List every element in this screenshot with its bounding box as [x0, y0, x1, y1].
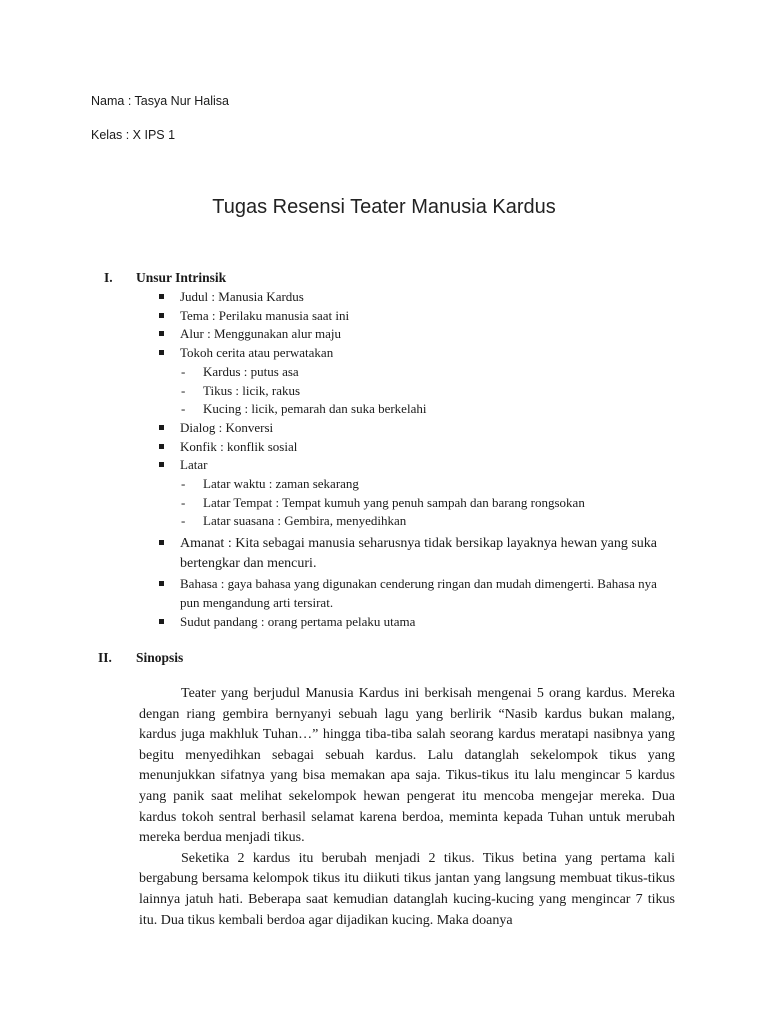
- list-item-tema: [158, 307, 678, 326]
- bullet-icon: [159, 425, 164, 430]
- bullet-icon: [159, 350, 164, 355]
- dash-marker: -: [181, 363, 186, 379]
- list-item-dialog: [158, 419, 678, 438]
- list-item-amanat: [158, 534, 670, 573]
- bullet-icon: [159, 444, 164, 449]
- synopsis-paragraph: Seketika 2 kardus itu berubah menjadi 2 tikus. Tikus betina yang pertama kali bergabung bersama kelompok tikus itu diikuti tikus jantan yang langsung membuat tikus-tikus lainnya jatuh hati. Beberapa saat kemudian datanglah kucing-kucing yang mengincar 7 tikus itu. Dua tikus kembali berdoa agar dijadikan kucing. Maka doanya: [139, 850, 675, 928]
- sub-item-latar-waktu: [158, 475, 678, 494]
- section-number: I.: [104, 270, 113, 285]
- list-item-latar: [158, 456, 678, 475]
- dash-marker: -: [181, 494, 186, 510]
- section-heading-intrinsik: [104, 270, 226, 286]
- list-item-text: Dialog : Konversi: [180, 419, 274, 435]
- list-item-text: Alur : Menggunakan alur maju: [180, 326, 342, 342]
- student-name: Nama : Tasya Nur Halisa: [91, 94, 230, 108]
- sub-item-text: Kardus : putus asa: [203, 363, 299, 379]
- sub-item-text: Latar Tempat : Tempat kumuh yang penuh sampah dan barang rongsokan: [203, 494, 585, 510]
- list-item-bahasa: [158, 575, 670, 612]
- bullet-icon: [159, 540, 164, 545]
- list-item-tokoh: [158, 344, 678, 363]
- list-item-text: Latar: [180, 457, 208, 473]
- student-class: Kelas : X IPS 1: [91, 128, 176, 142]
- bullet-icon: [159, 619, 164, 624]
- bullet-icon: [159, 462, 164, 467]
- bullet-icon: [159, 581, 164, 586]
- bullet-icon: [159, 313, 164, 318]
- list-item-text: Tokoh cerita atau perwatakan: [180, 345, 334, 361]
- sub-item-latar-suasana: [158, 512, 678, 531]
- sub-item-kardus: [158, 363, 678, 382]
- list-item-text: Judul : Manusia Kardus: [180, 289, 304, 304]
- list-item-text: Bahasa : gaya bahasa yang digunakan cenderung ringan dan mudah dimengerti. Bahasa nya pun mengandung arti tersirat.: [180, 576, 657, 610]
- sub-item-text: Kucing : licik, pemarah dan suka berkelahi: [203, 401, 427, 417]
- section-heading-sinopsis: [98, 650, 183, 666]
- section-title: Sinopsis: [136, 650, 184, 665]
- list-item-sudut-pandang: [158, 613, 678, 632]
- sub-item-kucing: [158, 400, 678, 419]
- list-item-text: Konfik : konflik sosial: [180, 438, 298, 454]
- list-item-text: Sudut pandang : orang pertama pelaku utama: [180, 613, 416, 629]
- list-item-text: Tema : Perilaku manusia saat ini: [180, 307, 350, 323]
- document-title: Tugas Resensi Teater Manusia Kardus: [212, 196, 556, 218]
- bullet-icon: [159, 294, 164, 299]
- sub-item-text: Latar suasana : Gembira, menyedihkan: [203, 513, 407, 529]
- sub-item-tikus: [158, 382, 678, 401]
- section-title: Unsur Intrinsik: [136, 270, 227, 285]
- synopsis-paragraph: Teater yang berjudul Manusia Kardus ini berkisah mengenai 5 orang kardus. Mereka dengan riang gembira bernyanyi sebuah lagu yang berlirik “Nasib kardus bukan malang, kardus juga makhluk Tuhan…” hingga tiba-tiba salah seorang kardus meratapi nasibnya yang begitu menyedihkan sebagai sebuah kardus. Lalu datanglah sekelompok tikus yang menunjukkan sifatnya yang bisa memakan apa saja. Tikus-tikus itu lalu mengincar 5 kardus yang panik saat melihat sekelompok hewan pengerat itu mencoba mengejar mereka. Dua kardus tokoh sentral berhasil selamat karena berdoa, meminta kepada Tuhan untuk merubah mereka berdua menjadi tikus.: [139, 686, 675, 846]
- dash-marker: -: [181, 513, 186, 529]
- bullet-icon: [159, 331, 164, 336]
- sub-item-text: Tikus : licik, rakus: [203, 382, 301, 398]
- dash-marker: -: [181, 476, 186, 492]
- dash-marker: -: [181, 401, 186, 417]
- sub-item-latar-tempat: [158, 494, 678, 513]
- list-item-konfik: [158, 438, 678, 457]
- intrinsic-list: [158, 288, 678, 631]
- list-item-alur: [158, 325, 678, 344]
- list-item-judul: [158, 288, 678, 307]
- synopsis-body: [139, 684, 675, 931]
- dash-marker: -: [181, 382, 186, 398]
- sub-item-text: Latar waktu : zaman sekarang: [203, 476, 359, 492]
- section-number: II.: [98, 650, 112, 665]
- list-item-text: Amanat : Kita sebagai manusia seharusnya tidak bersikap layaknya hewan yang suka bertengkar dan mencuri.: [180, 536, 658, 571]
